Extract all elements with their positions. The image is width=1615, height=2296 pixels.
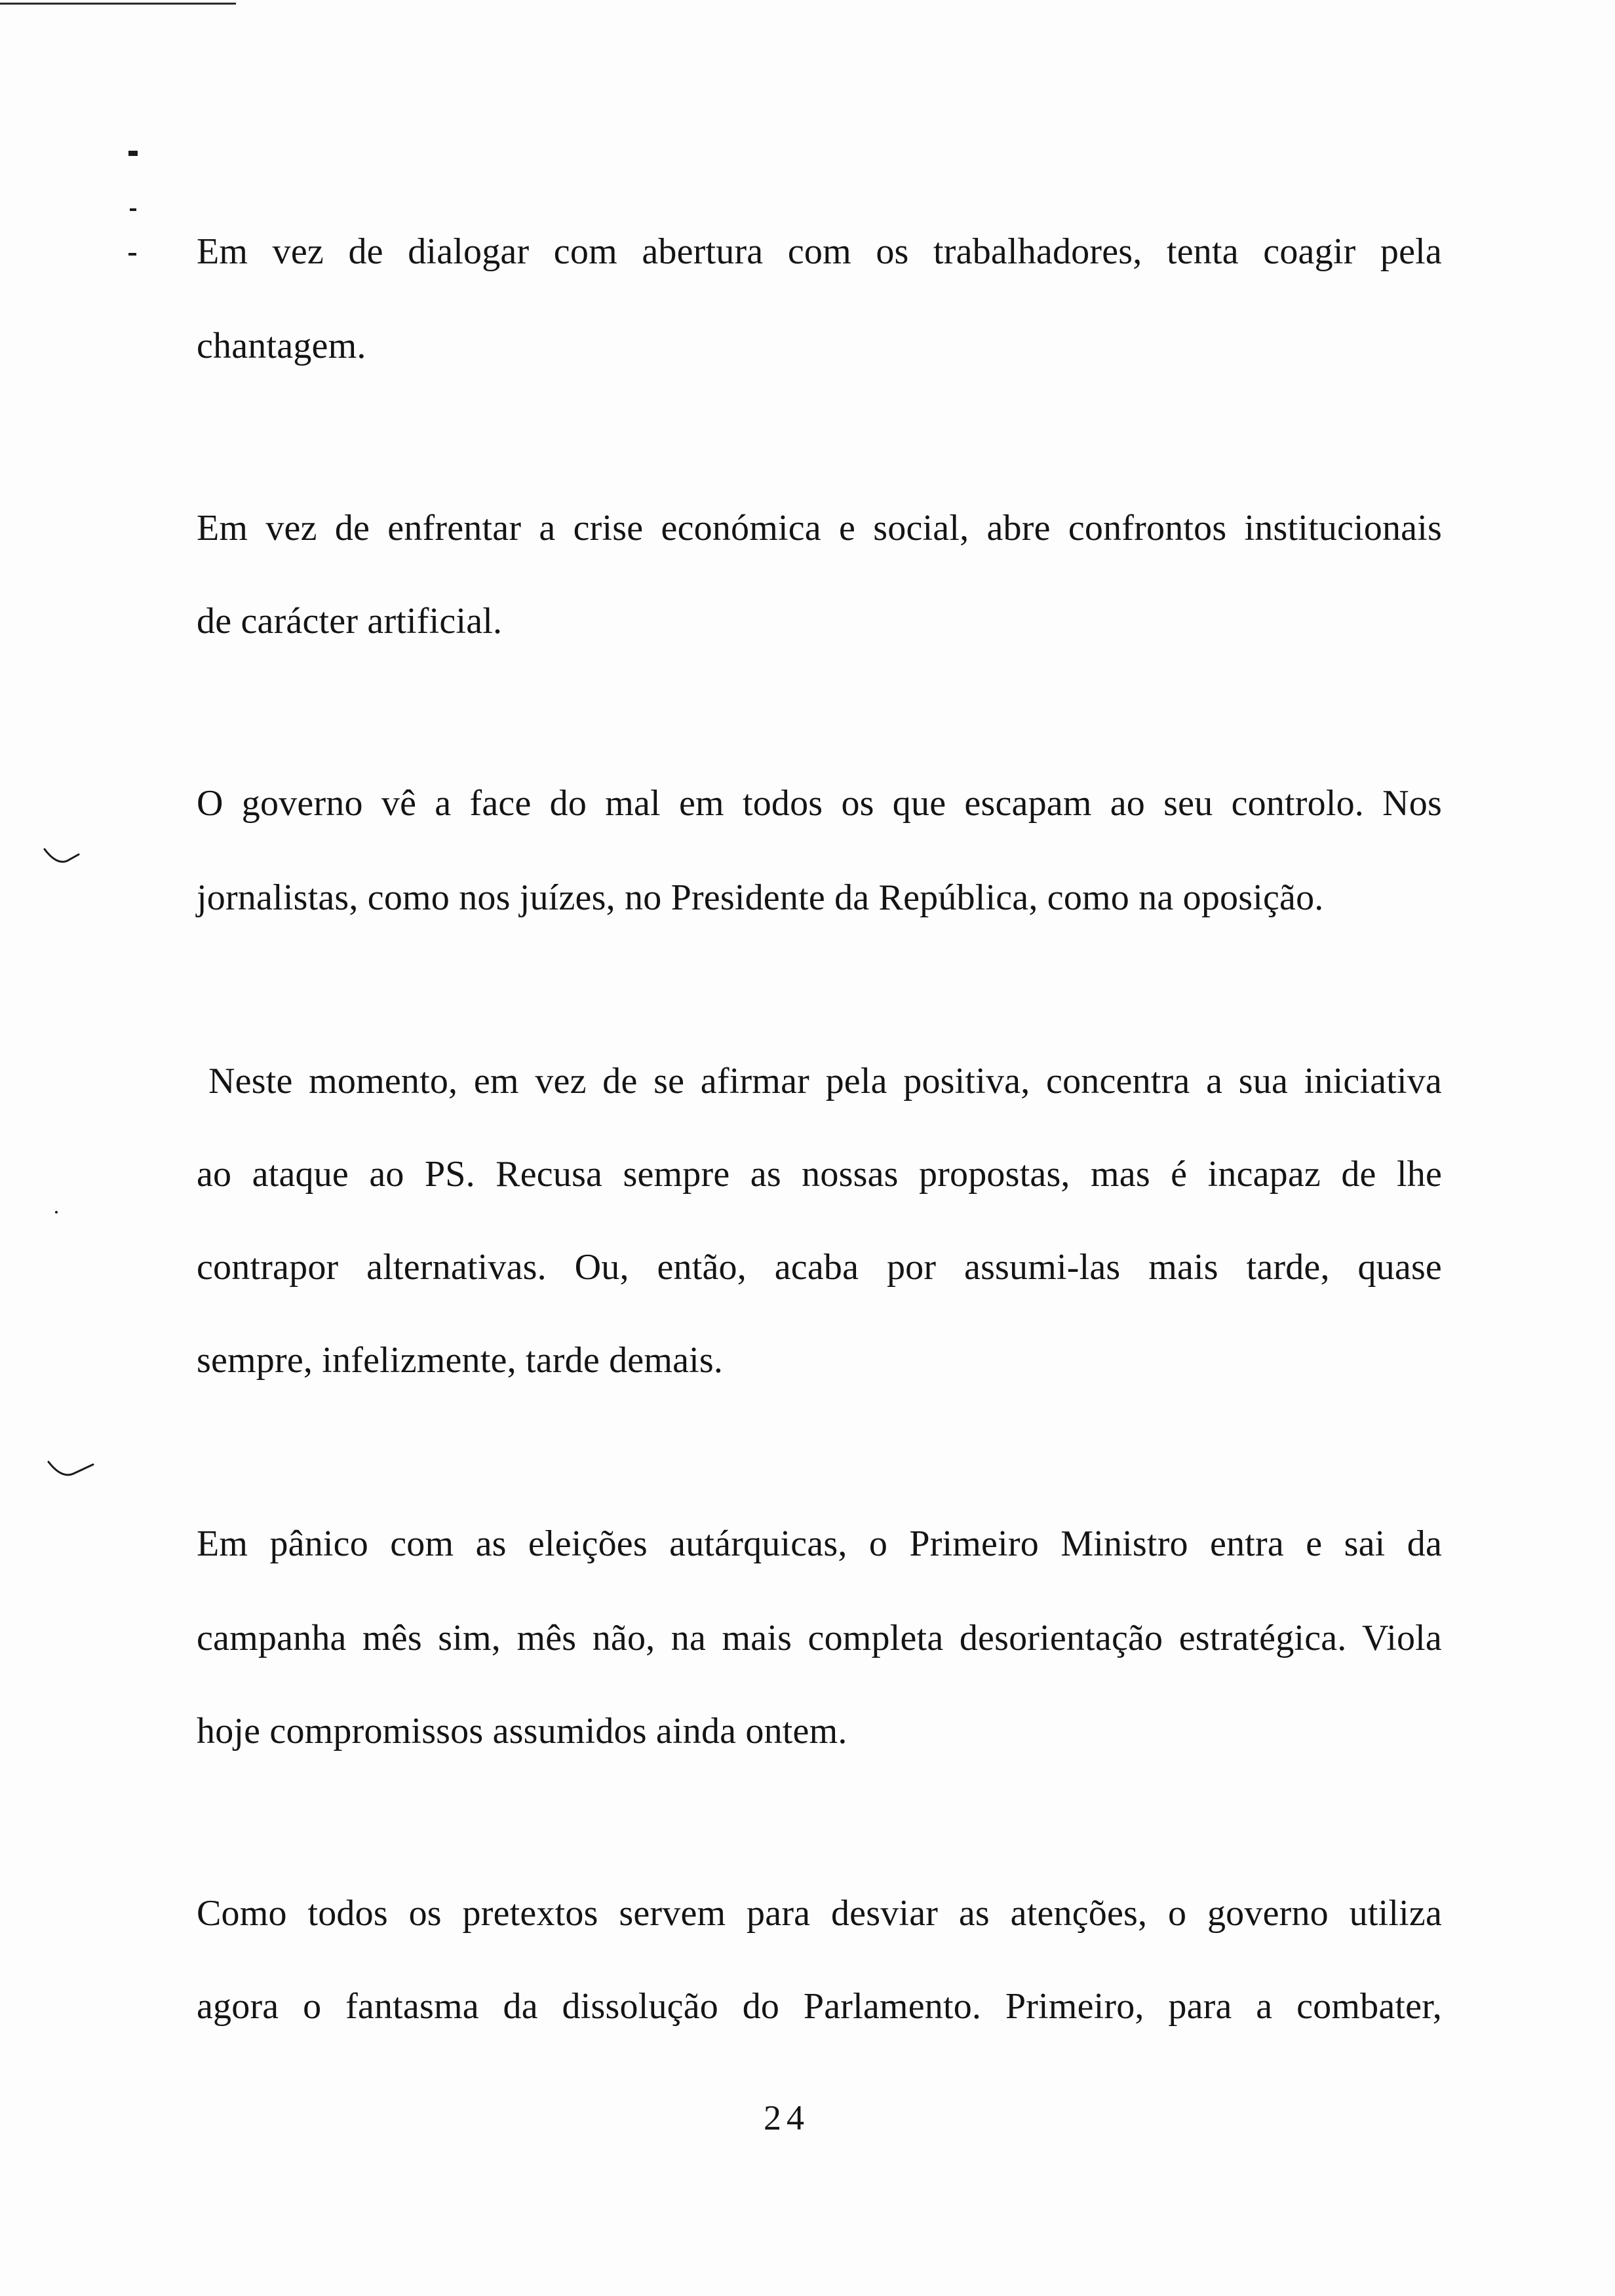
margin-dot-mark — [55, 1211, 58, 1214]
margin-dash-mark — [130, 208, 136, 211]
paragraph-1-line-2: chantagem. — [197, 326, 366, 366]
paragraph-2-line-1: Em vez de enfrentar a crise económica e social, abre confrontos institucionais — [197, 508, 1442, 548]
paragraph-5-line-2: campanha mês sim, mês não, na mais completa desorientação estratégica. Viola — [197, 1618, 1442, 1658]
checkmark-annotation-icon — [46, 1458, 98, 1484]
margin-dash-mark — [128, 151, 138, 156]
checkmark-annotation-icon — [42, 845, 94, 871]
paragraph-4-line-3: contrapor alternativas. Ou, então, acaba por assumi-las mais tarde, quase — [197, 1247, 1442, 1288]
paragraph-4-line-2: ao ataque ao PS. Recusa sempre as nossas propostas, mas é incapaz de lhe — [197, 1154, 1442, 1195]
list-dash-marker — [128, 253, 136, 256]
top-edge-rule — [0, 3, 236, 5]
page-number: 24 — [764, 2098, 809, 2137]
paragraph-6-line-2: agora o fantasma da dissolução do Parlamento. Primeiro, para a combater, — [197, 1986, 1442, 2027]
paragraph-5-line-1: Em pânico com as eleições autárquicas, o Primeiro Ministro entra e sai da — [197, 1523, 1442, 1564]
paragraph-4-line-4: sempre, infelizmente, tarde demais. — [197, 1340, 724, 1381]
paragraph-2-line-2: de carácter artificial. — [197, 601, 503, 641]
paragraph-5-line-3: hoje compromissos assumidos ainda ontem. — [197, 1711, 847, 1751]
paragraph-3-line-2: jornalistas, como nos juízes, no Presidente da República, como na oposição. — [197, 877, 1324, 918]
paragraph-6-line-1: Como todos os pretextos servem para desviar as atenções, o governo utiliza — [197, 1893, 1442, 1934]
paragraph-1-line-1: Em vez de dialogar com abertura com os trabalhadores, tenta coagir pela — [197, 231, 1442, 272]
paragraph-3-line-1: O governo vê a face do mal em todos os que escapam ao seu controlo. Nos — [197, 783, 1442, 824]
paragraph-4-line-1: Neste momento, em vez de se afirmar pela positiva, concentra a sua iniciativa — [208, 1061, 1442, 1101]
